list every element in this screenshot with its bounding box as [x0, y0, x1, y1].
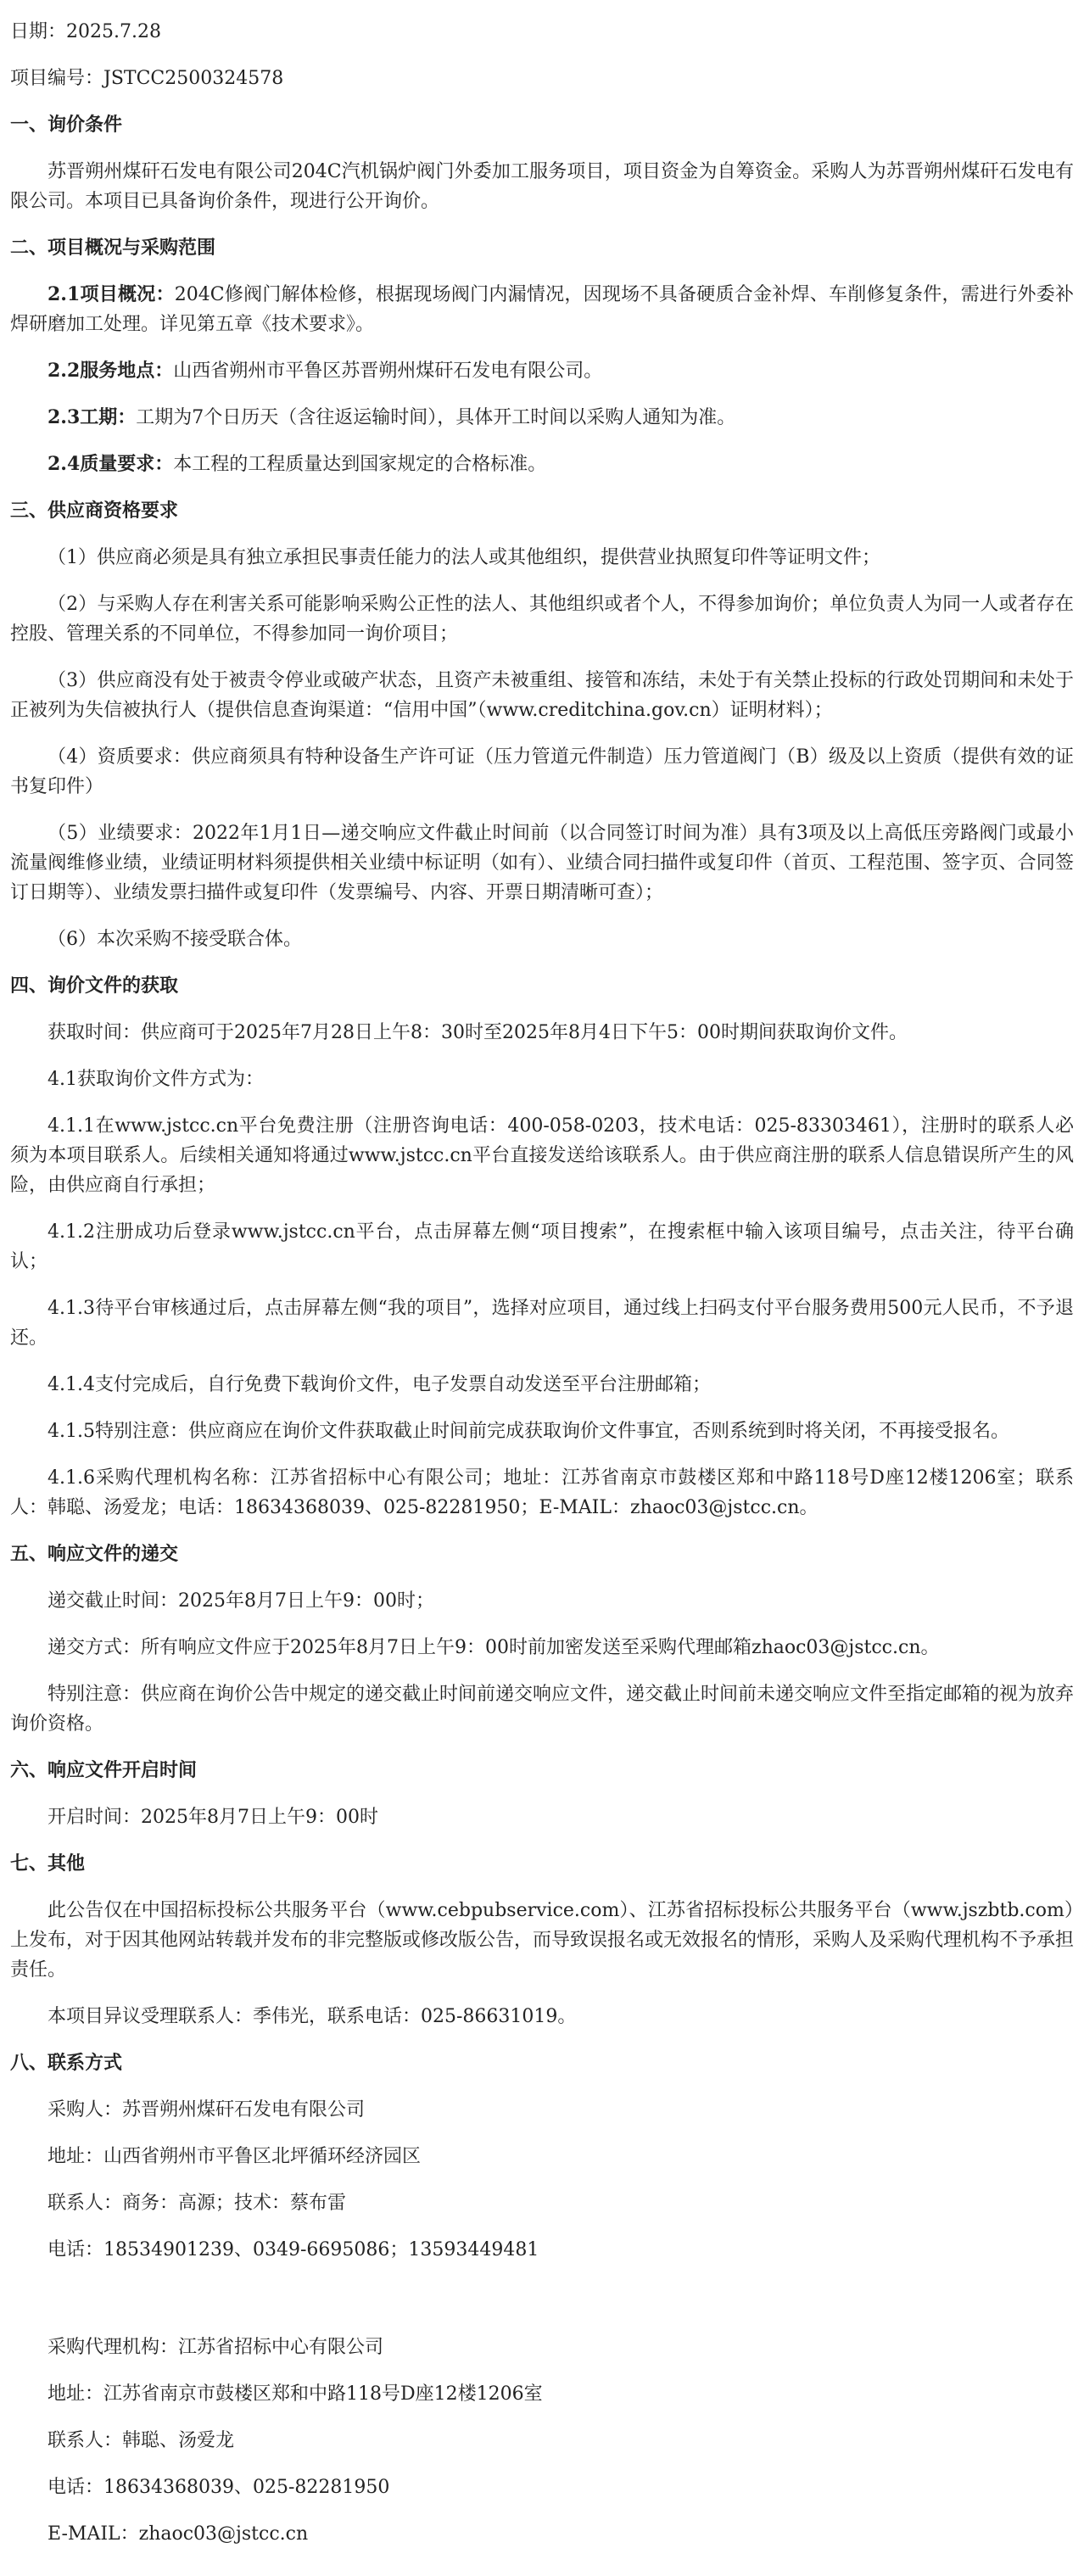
section-8-title: 八、联系方式	[10, 2052, 123, 2074]
service-location-label: 2.2服务地点：	[47, 360, 174, 382]
agency-email: E-MAIL：zhaoc03@jstcc.cn	[47, 2523, 309, 2545]
qualification-item: （4）资质要求：供应商须具有特种设备生产许可证（压力管道元件制造）压力管道阀门（B）级及以上资质（提供有效的证书复印件）	[10, 746, 1074, 797]
other-item: 此公告仅在中国招标投标公共服务平台（www.cebpubservice.com）、江苏省招标投标公共服务平台（www.jszbtb.com）上发布，对于因其他网站转载并发布的非完整版或修改版公告，而导致误报名或无效报名的情形，采购人及采购代理机构不予承担责任。	[10, 1900, 1075, 1981]
purchaser-address: 地址：山西省朔州市平鲁区北坪循环经济园区	[47, 2146, 422, 2167]
project-overview-label: 2.1项目概况：	[47, 283, 175, 305]
qualification-item: （3）供应商没有处于被责令停业或破产状态，且资产未被重组、接管和冻结，未处于有关禁止投标的行政处罚期间和未处于正被列为失信被执行人（提供信息查询渠道：“信用中国”（www.creditchina.gov.cn）证明材料）；	[10, 670, 1074, 721]
acquisition-item: 4.1获取询价文件方式为：	[47, 1069, 264, 1090]
submission-item: 特别注意：供应商在询价公告中规定的递交截止时间前递交响应文件，递交截止时间前未递交响应文件至指定邮箱的视为放弃询价资格。	[10, 1684, 1075, 1735]
qualification-item: （6）本次采购不接受联合体。	[47, 929, 302, 950]
opening-time: 开启时间：2025年8月7日上午9：00时	[47, 1807, 378, 1828]
purchaser-contact: 联系人：商务：高源；技术：蔡布雷	[47, 2193, 347, 2214]
project-overview-text: 204C修阀门解体检修，根据现场阀门内漏情况，因现场不具备硬质合金补焊、车削修复条件，需进行外委补焊研磨加工处理。详见第五章《技术要求》。	[10, 284, 1074, 335]
submission-item: 递交截止时间：2025年8月7日上午9：00时；	[47, 1590, 434, 1612]
notice-date: 日期：2025.7.28	[10, 21, 161, 42]
agency-name: 采购代理机构：江苏省招标中心有限公司	[47, 2337, 384, 2358]
acquisition-item: 4.1.5特别注意：供应商应在询价文件获取截止时间前完成获取询价文件事宜，否则系统到时将关闭，不再接受报名。	[47, 1421, 1009, 1442]
quality-requirement	[10, 450, 1074, 479]
acquisition-item: 4.1.2注册成功后登录www.jstcc.cn平台，点击屏幕左侧“项目搜索”，在搜索框中输入该项目编号，点击关注，待平台确认；	[10, 1221, 1074, 1272]
submission-item: 递交方式：所有响应文件应于2025年8月7日上午9：00时前加密发送至采购代理邮箱zhaoc03@jstcc.cn。	[47, 1637, 940, 1658]
construction-period-text: 工期为7个日历天（含往返运输时间），具体开工时间以采购人通知为准。	[136, 407, 736, 428]
section-5-title: 五、响应文件的递交	[10, 1543, 179, 1565]
agency-phone: 电话：18634368039、025-82281950	[47, 2477, 390, 2498]
qualification-item: （1）供应商必须是具有独立承担民事责任能力的法人或其他组织，提供营业执照复印件等证明文件；	[47, 547, 881, 568]
acquisition-item: 4.1.6采购代理机构名称：江苏省招标中心有限公司；地址：江苏省南京市鼓楼区郑和中路118号D座12楼1206室；联系人：韩聪、汤爱龙；电话：18634368039、025-82281950；E-MAIL：zhaoc03@jstcc.cn。	[10, 1467, 1074, 1518]
other-item: 本项目异议受理联系人：季伟光，联系电话：025-86631019。	[47, 2006, 577, 2027]
section-1-paragraph: 苏晋朔州煤矸石发电有限公司204C汽机锅炉阀门外委加工服务项目，项目资金为自筹资金。采购人为苏晋朔州煤矸石发电有限公司。本项目已具备询价条件，现进行公开询价。	[10, 161, 1074, 212]
qualification-item: （2）与采购人存在利害关系可能影响采购公正性的法人、其他组织或者个人，不得参加询价；单位负责人为同一人或者存在控股、管理关系的不同单位，不得参加同一询价项目；	[10, 594, 1074, 645]
section-1-title: 一、询价条件	[10, 114, 123, 136]
acquisition-item: 4.1.1在www.jstcc.cn平台免费注册（注册咨询电话：400-058-0203，技术电话：025-83303461），注册时的联系人必须为本项目联系人。后续相关通知将通过www.jstcc.cn平台直接发送给该联系人。由于供应商注册的联系人信息错误所产生的风险，由供应商自行承担；	[10, 1115, 1074, 1196]
section-3-title: 三、供应商资格要求	[10, 500, 179, 522]
agency-contact: 联系人：韩聪、汤爱龙	[47, 2430, 235, 2451]
agency-address: 地址：江苏省南京市鼓楼区郑和中路118号D座12楼1206室	[47, 2383, 543, 2405]
purchaser-name: 采购人：苏晋朔州煤矸石发电有限公司	[47, 2099, 366, 2121]
service-location-text: 山西省朔州市平鲁区苏晋朔州煤矸石发电有限公司。	[173, 360, 603, 382]
purchaser-phone: 电话：18534901239、0349-6695086；13593449481	[47, 2239, 539, 2260]
contact-spacer	[10, 2282, 1074, 2333]
construction-period	[10, 403, 1074, 433]
project-overview	[10, 280, 1074, 339]
quality-requirement-label: 2.4质量要求：	[47, 453, 174, 475]
construction-period-label: 2.3工期：	[47, 406, 137, 428]
acquisition-item: 4.1.3待平台审核通过后，点击屏幕左侧“我的项目”，选择对应项目，通过线上扫码支付平台服务费用500元人民币，不予退还。	[10, 1298, 1074, 1349]
service-location	[10, 356, 1074, 386]
acquisition-item: 获取时间：供应商可于2025年7月28日上午8：30时至2025年8月4日下午5：00时期间获取询价文件。	[47, 1022, 908, 1043]
section-2-title: 二、项目概况与采购范围	[10, 237, 216, 259]
section-6-title: 六、响应文件开启时间	[10, 1759, 198, 1781]
qualification-item: （5）业绩要求：2022年1月1日—递交响应文件截止时间前（以合同签订时间为准）具有3项及以上高低压旁路阀门或最小流量阀维修业绩，业绩证明材料须提供相关业绩中标证明（如有）、业绩合同扫描件或复印件（首页、工程范围、签字页、合同签订日期等）、业绩发票扫描件或复印件（发票编号、内容、开票日期清晰可查）；	[10, 823, 1074, 903]
quality-requirement-text: 本工程的工程质量达到国家规定的合格标准。	[173, 454, 547, 475]
section-7-title: 七、其他	[10, 1852, 86, 1875]
project-number: 项目编号：JSTCC2500324578	[10, 68, 284, 89]
acquisition-item: 4.1.4支付完成后，自行免费下载询价文件，电子发票自动发送至平台注册邮箱；	[47, 1374, 711, 1395]
section-4-title: 四、询价文件的获取	[10, 975, 179, 997]
